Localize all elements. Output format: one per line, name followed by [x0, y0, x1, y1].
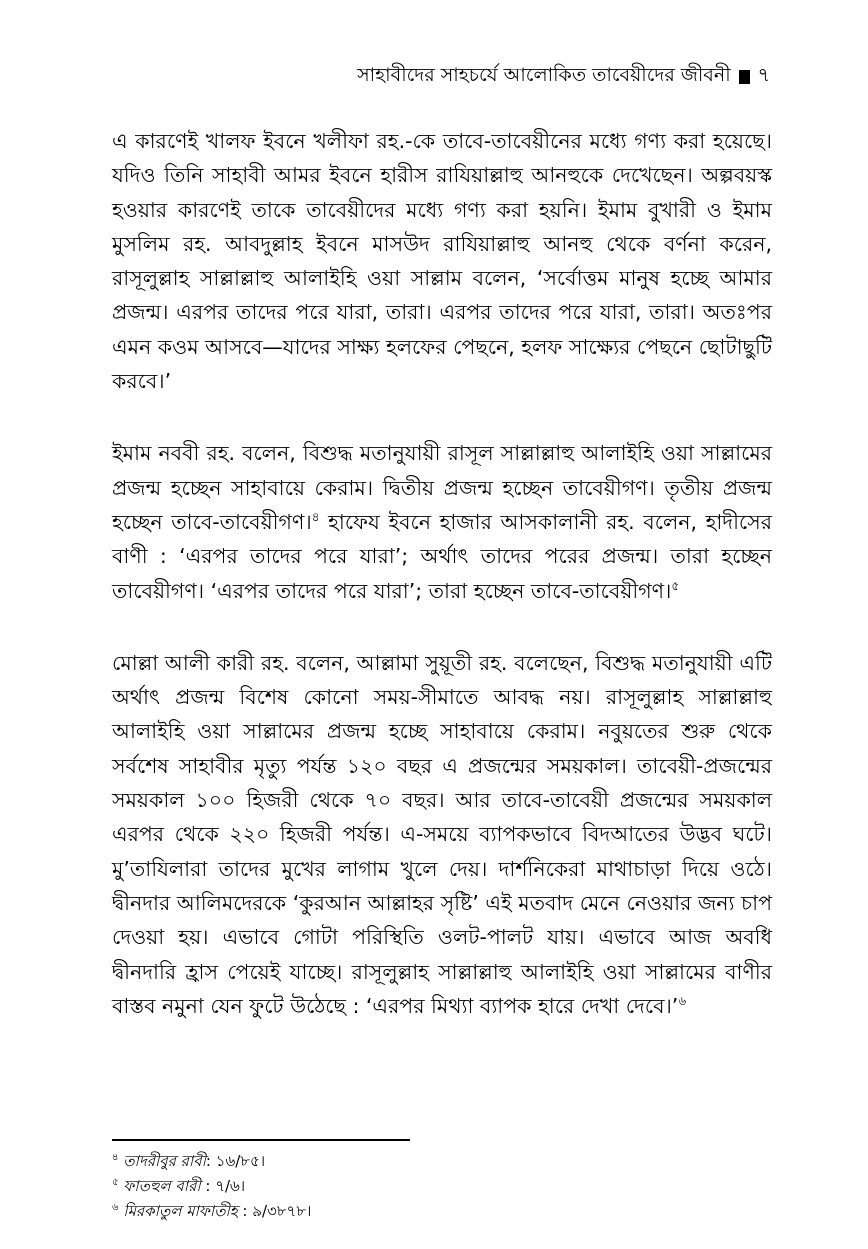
body-text [112, 124, 772, 1061]
footnote-ref-4[interactable]: ৪ [311, 510, 320, 525]
footnote-ref-6[interactable]: ৬ [678, 994, 687, 1008]
footnote-ref: : ৭/৬। [200, 1177, 246, 1195]
paragraph-2-text-a: ইমাম নববী রহ. বলেন, বিশুদ্ধ মতানুযায়ী রাসূল সাল্লাল্লাহু আলাইহি ওয়া সাল্লামের প্রজন্ম হচ্ছেন সাহাবায়ে কেরাম। দ্বিতীয় প্রজন্ম হচ্ছেন তাবেয়ীগণ। তৃতীয় প্রজন্ম হচ্ছেন তাবে-তাবেয়ীগণ। [112, 441, 772, 534]
footnote-mark: ৫ [112, 1177, 119, 1188]
paragraph-2-text-b: হাফেয ইবনে হাজার আসকালানী রহ. বলেন, হাদীসের বাণী : ‘এরপর তাদের পরে যারা’; অর্থাৎ তাদের পরের প্রজন্ম। তারা হচ্ছেন তাবেয়ীগণ। ‘এরপর তাদের পরে যারা’; তারা হচ্ছেন তাবে-তাবেয়ীগণ। [112, 509, 772, 603]
footnote-book: ফাতহুল বারী [123, 1177, 201, 1195]
footnote-ref: : ১৬/৮৫। [205, 1152, 266, 1170]
footnotes [112, 1149, 772, 1224]
paragraph-1-text: এ কারণেই খালফ ইবনে খলীফা রহ.-কে তাবে-তাবেয়ীনের মধ্যে গণ্য করা হয়েছে। যদিও তিনি সাহাবী আমর ইবনে হারীস রাযিয়াল্লাহু আনহুকে দেখেছেন। অল্পবয়স্ক হওয়ার কারণেই তাকে তাবেয়ীদের মধ্যে গণ্য করা হয়নি। ইমাম বুখারী ও ইমাম মুসলিম রহ. আবদুল্লাহ ইবনে মাসউদ রাযিয়াল্লাহু আনহু থেকে বর্ণনা করেন, রাসূলুল্লাহ সাল্লাল্লাহু আলাইহি ওয়া সাল্লাম বলেন, ‘সর্বোত্তম মানুষ হচ্ছে আমার প্রজন্ম। এরপর তাদের পরে যারা, তারা। এরপর তাদের পরে যারা, তারা। অতঃপর এমন কওম আসবে—যাদের সাক্ষ্য হলফের পেছনে, হলফ সাক্ষ্যের পেছনে ছোটাছুটি করবে।’ [112, 129, 772, 394]
footnote-5 [112, 1174, 772, 1199]
footnote-book: মিরকাতুল মাফাতীহ [123, 1202, 238, 1220]
paragraph-2 [112, 436, 772, 607]
paragraph-3 [112, 646, 772, 1023]
footnote-ref: : ৯/৩৮৭৮। [237, 1202, 312, 1220]
page-number: ৭ [757, 64, 770, 86]
footnote-4 [112, 1149, 772, 1174]
black-square-icon [739, 70, 750, 84]
footnote-6 [112, 1199, 772, 1224]
book-title: সাহাবীদের সাহচর্যে আলোকিত তাবেয়ীদের জীবনী [357, 64, 731, 86]
paragraph-1 [112, 124, 772, 398]
paragraph-3-text: মোল্লা আলী কারী রহ. বলেন, আল্লামা সুয়ূতী রহ. বলেছেন, বিশুদ্ধ মতানুযায়ী এটি অর্থাৎ প্রজন্ম বিশেষ কোনো সময়-সীমাতে আবদ্ধ নয়। রাসূলুল্লাহ সাল্লাল্লাহু আলাইহি ওয়া সাল্লামের প্রজন্ম হচ্ছে সাহাবায়ে কেরাম। নবুয়তের শুরু থেকে সর্বশেষ সাহাবীর মৃত্যু পর্যন্ত ১২০ বছর এ প্রজন্মের সময়কাল। তাবেয়ী-প্রজন্মের সময়কাল ১০০ হিজরী থেকে ৭০ বছর। আর তাবে-তাবেয়ী প্রজন্মের সময়কাল এরপর থেকে ২২০ হিজরী পর্যন্ত। এ-সময়ে ব্যাপকভাবে বিদআতের উদ্ভব ঘটে। মু’তাযিলারা তাদের মুখের লাগাম খুলে দেয়। দার্শনিকেরা মাথাচাড়া দিয়ে ওঠে। দ্বীনদার আলিমদেরকে ‘কুরআন আল্লাহর সৃষ্টি’ এই মতবাদ মেনে নেওয়ার জন্য চাপ দেওয়া হয়। এভাবে গোটা পরিস্থিতি ওলট-পালট যায়। এভাবে আজ অবধি দ্বীনদারি হ্রাস পেয়েই যাচ্ছে। রাসূলুল্লাহ সাল্লাল্লাহু আলাইহি ওয়া সাল্লামের বাণীর বাস্তব নমুনা যেন ফুটে উঠেছে : ‘এরপর মিথ্যা ব্যাপক হারে দেখা দেবে।’ [112, 650, 772, 1018]
running-header [112, 62, 770, 92]
footnote-mark: ৪ [112, 1152, 119, 1163]
footnote-mark: ৬ [112, 1202, 119, 1213]
footnote-ref-5[interactable]: ৫ [671, 578, 680, 593]
footnote-divider [112, 1139, 410, 1141]
footnote-book: তাদরীবুর রাবী [123, 1152, 206, 1170]
